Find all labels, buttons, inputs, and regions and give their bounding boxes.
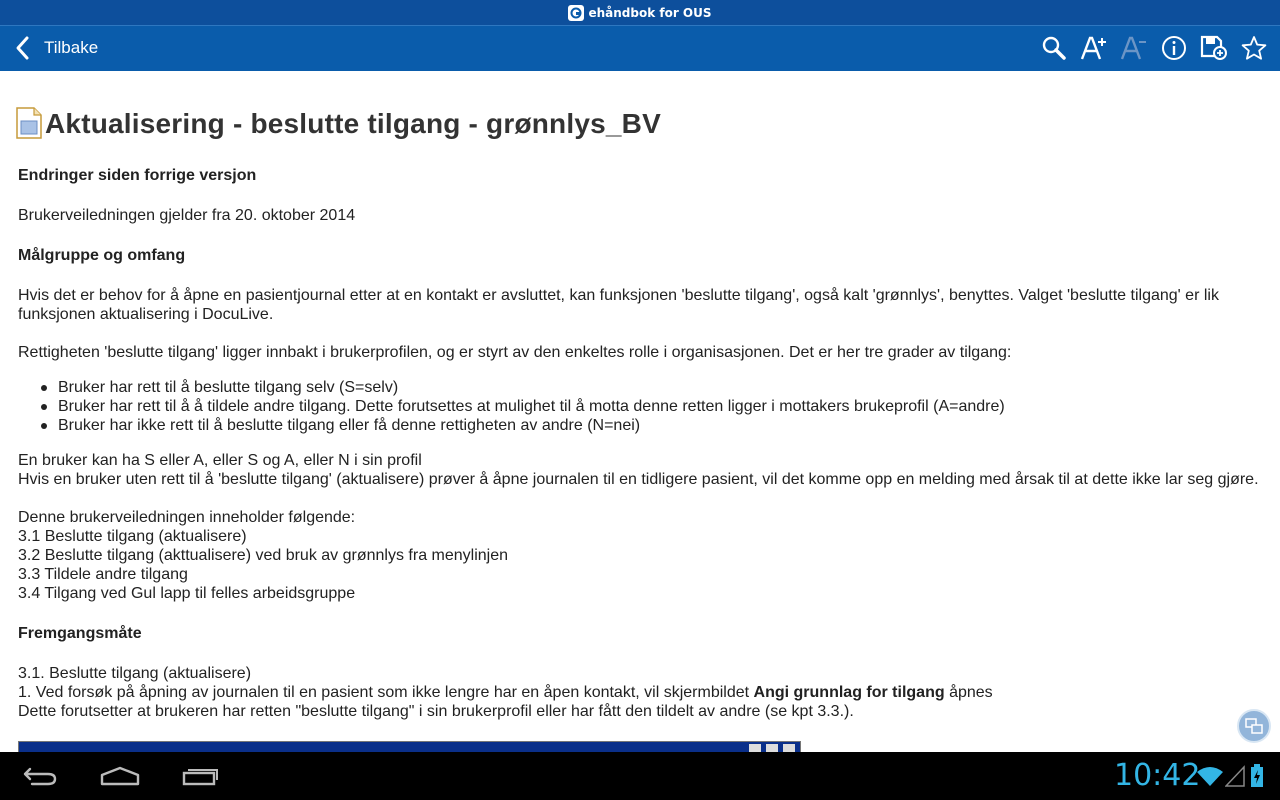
step-1-suffix: åpnes bbox=[944, 684, 993, 701]
back-arrow-icon bbox=[22, 765, 58, 787]
action-bar bbox=[0, 25, 1280, 71]
list-item: Bruker har rett til å beslutte tilgang selv (S=selv) bbox=[58, 378, 1273, 397]
step-title: 3.1. Beslutte tilgang (aktualisere) bbox=[18, 665, 252, 682]
save-icon bbox=[1200, 35, 1228, 61]
paragraph: Hvis en bruker uten rett til å 'beslutte tilgang' (aktualisere) prøver å åpne journalen til en tidligere pasient, vil det komme opp en melding med årsak til at dette ikke lar seg gjøre. bbox=[18, 471, 1259, 488]
nav-back-button[interactable] bbox=[15, 758, 65, 794]
contents-intro: Denne brukerveiledningen inneholder følgende: bbox=[18, 509, 356, 526]
paragraph: Rettigheten 'beslutte tilgang' ligger innbakt i brukerprofilen, og er styrt av den enkeltes rolle i organisasjonen. Det er her tre grader av tilgang: bbox=[18, 344, 1012, 361]
recent-apps-icon bbox=[182, 766, 220, 786]
contents-item: 3.2 Beslutte tilgang (akttualisere) ved bruk av grønnlys fra menylinjen bbox=[18, 547, 509, 564]
windows-icon bbox=[1244, 716, 1264, 736]
chevron-left-icon bbox=[10, 35, 36, 61]
heading-changes: Endringer siden forrige versjon bbox=[18, 167, 257, 184]
access-levels-list bbox=[58, 378, 1273, 435]
battery-charging-icon bbox=[1250, 764, 1264, 788]
status-clock: 10:42 bbox=[1114, 758, 1201, 793]
favorite-button[interactable] bbox=[1234, 26, 1274, 70]
paragraph: Hvis det er behov for å åpne en pasientjournal etter at en kontakt er avsluttet, kan funksjonen 'beslutte tilgang', også kalt 'grønnlys', benyttes. Valget 'beslutte tilgang' er lik funksjonen aktualisering i DocuLive. bbox=[18, 287, 1219, 323]
system-navigation-bar bbox=[0, 752, 1280, 800]
contents-item: 3.4 Tilgang ved Gul lapp til felles arbeidsgruppe bbox=[18, 585, 356, 602]
nav-recents-button[interactable] bbox=[176, 758, 226, 794]
favorite-star-icon bbox=[1241, 35, 1267, 61]
nav-home-button[interactable] bbox=[95, 758, 145, 794]
font-decrease-icon bbox=[1120, 35, 1148, 61]
heading-target-group: Målgruppe og omfang bbox=[18, 247, 186, 264]
list-item: Bruker har rett til å å tildele andre tilgang. Dette forutsettes at mulighet til å motta denne retten ligger i mottakers brukeprofil (A=andre) bbox=[58, 397, 1273, 416]
cell-signal-icon bbox=[1225, 765, 1245, 787]
wifi-icon bbox=[1196, 765, 1224, 787]
step-1-text: 1. Ved forsøk på åpning av journalen til en pasient som ikke lengre har en åpen kontakt, vil skjermbildet bbox=[18, 684, 754, 701]
page-title: Aktualisering - beslutte tilgang - grønnlys_BV bbox=[45, 107, 661, 139]
document-view[interactable] bbox=[0, 71, 1280, 752]
step-1-note: Dette forutsetter at brukeren har retten "beslutte tilgang" i sin brukerprofil eller har fått den tildelt av andre (se kpt 3.3.). bbox=[18, 703, 854, 720]
contents-item: 3.1 Beslutte tilgang (aktualisere) bbox=[18, 528, 247, 545]
info-icon bbox=[1161, 35, 1187, 61]
home-icon bbox=[100, 766, 140, 786]
document-title bbox=[16, 107, 661, 139]
embedded-screenshot bbox=[18, 741, 801, 752]
app-logo-icon bbox=[568, 5, 584, 21]
step-1 bbox=[18, 683, 1273, 702]
info-button[interactable] bbox=[1154, 26, 1194, 70]
document-body bbox=[18, 166, 1273, 721]
back-button[interactable] bbox=[10, 26, 98, 70]
contents-item: 3.3 Tildele andre tilgang bbox=[18, 566, 188, 583]
window-button bbox=[749, 744, 761, 752]
list-item: Bruker har ikke rett til å beslutte tilgang eller få denne rettigheten av andre (N=nei) bbox=[58, 416, 1273, 435]
step-1-bold: Angi grunnlag for tilgang bbox=[753, 684, 945, 701]
overlay-toggle-button[interactable] bbox=[1237, 709, 1271, 743]
font-increase-button[interactable] bbox=[1074, 26, 1114, 70]
font-increase-icon bbox=[1080, 35, 1108, 61]
font-decrease-button[interactable] bbox=[1114, 26, 1154, 70]
search-icon bbox=[1041, 35, 1067, 61]
save-offline-button[interactable] bbox=[1194, 26, 1234, 70]
app-title: ehåndbok for OUS bbox=[588, 5, 712, 20]
window-button bbox=[783, 744, 795, 752]
heading-procedure: Fremgangsmåte bbox=[18, 625, 142, 642]
back-label: Tilbake bbox=[44, 38, 99, 57]
document-icon bbox=[16, 107, 42, 139]
paragraph: En bruker kan ha S eller A, eller S og A, eller N i sin profil bbox=[18, 452, 422, 469]
valid-from-text: Brukerveiledningen gjelder fra 20. oktober 2014 bbox=[18, 207, 356, 224]
window-button bbox=[766, 744, 778, 752]
search-button[interactable] bbox=[1034, 26, 1074, 70]
window-titlebar bbox=[0, 0, 1280, 25]
